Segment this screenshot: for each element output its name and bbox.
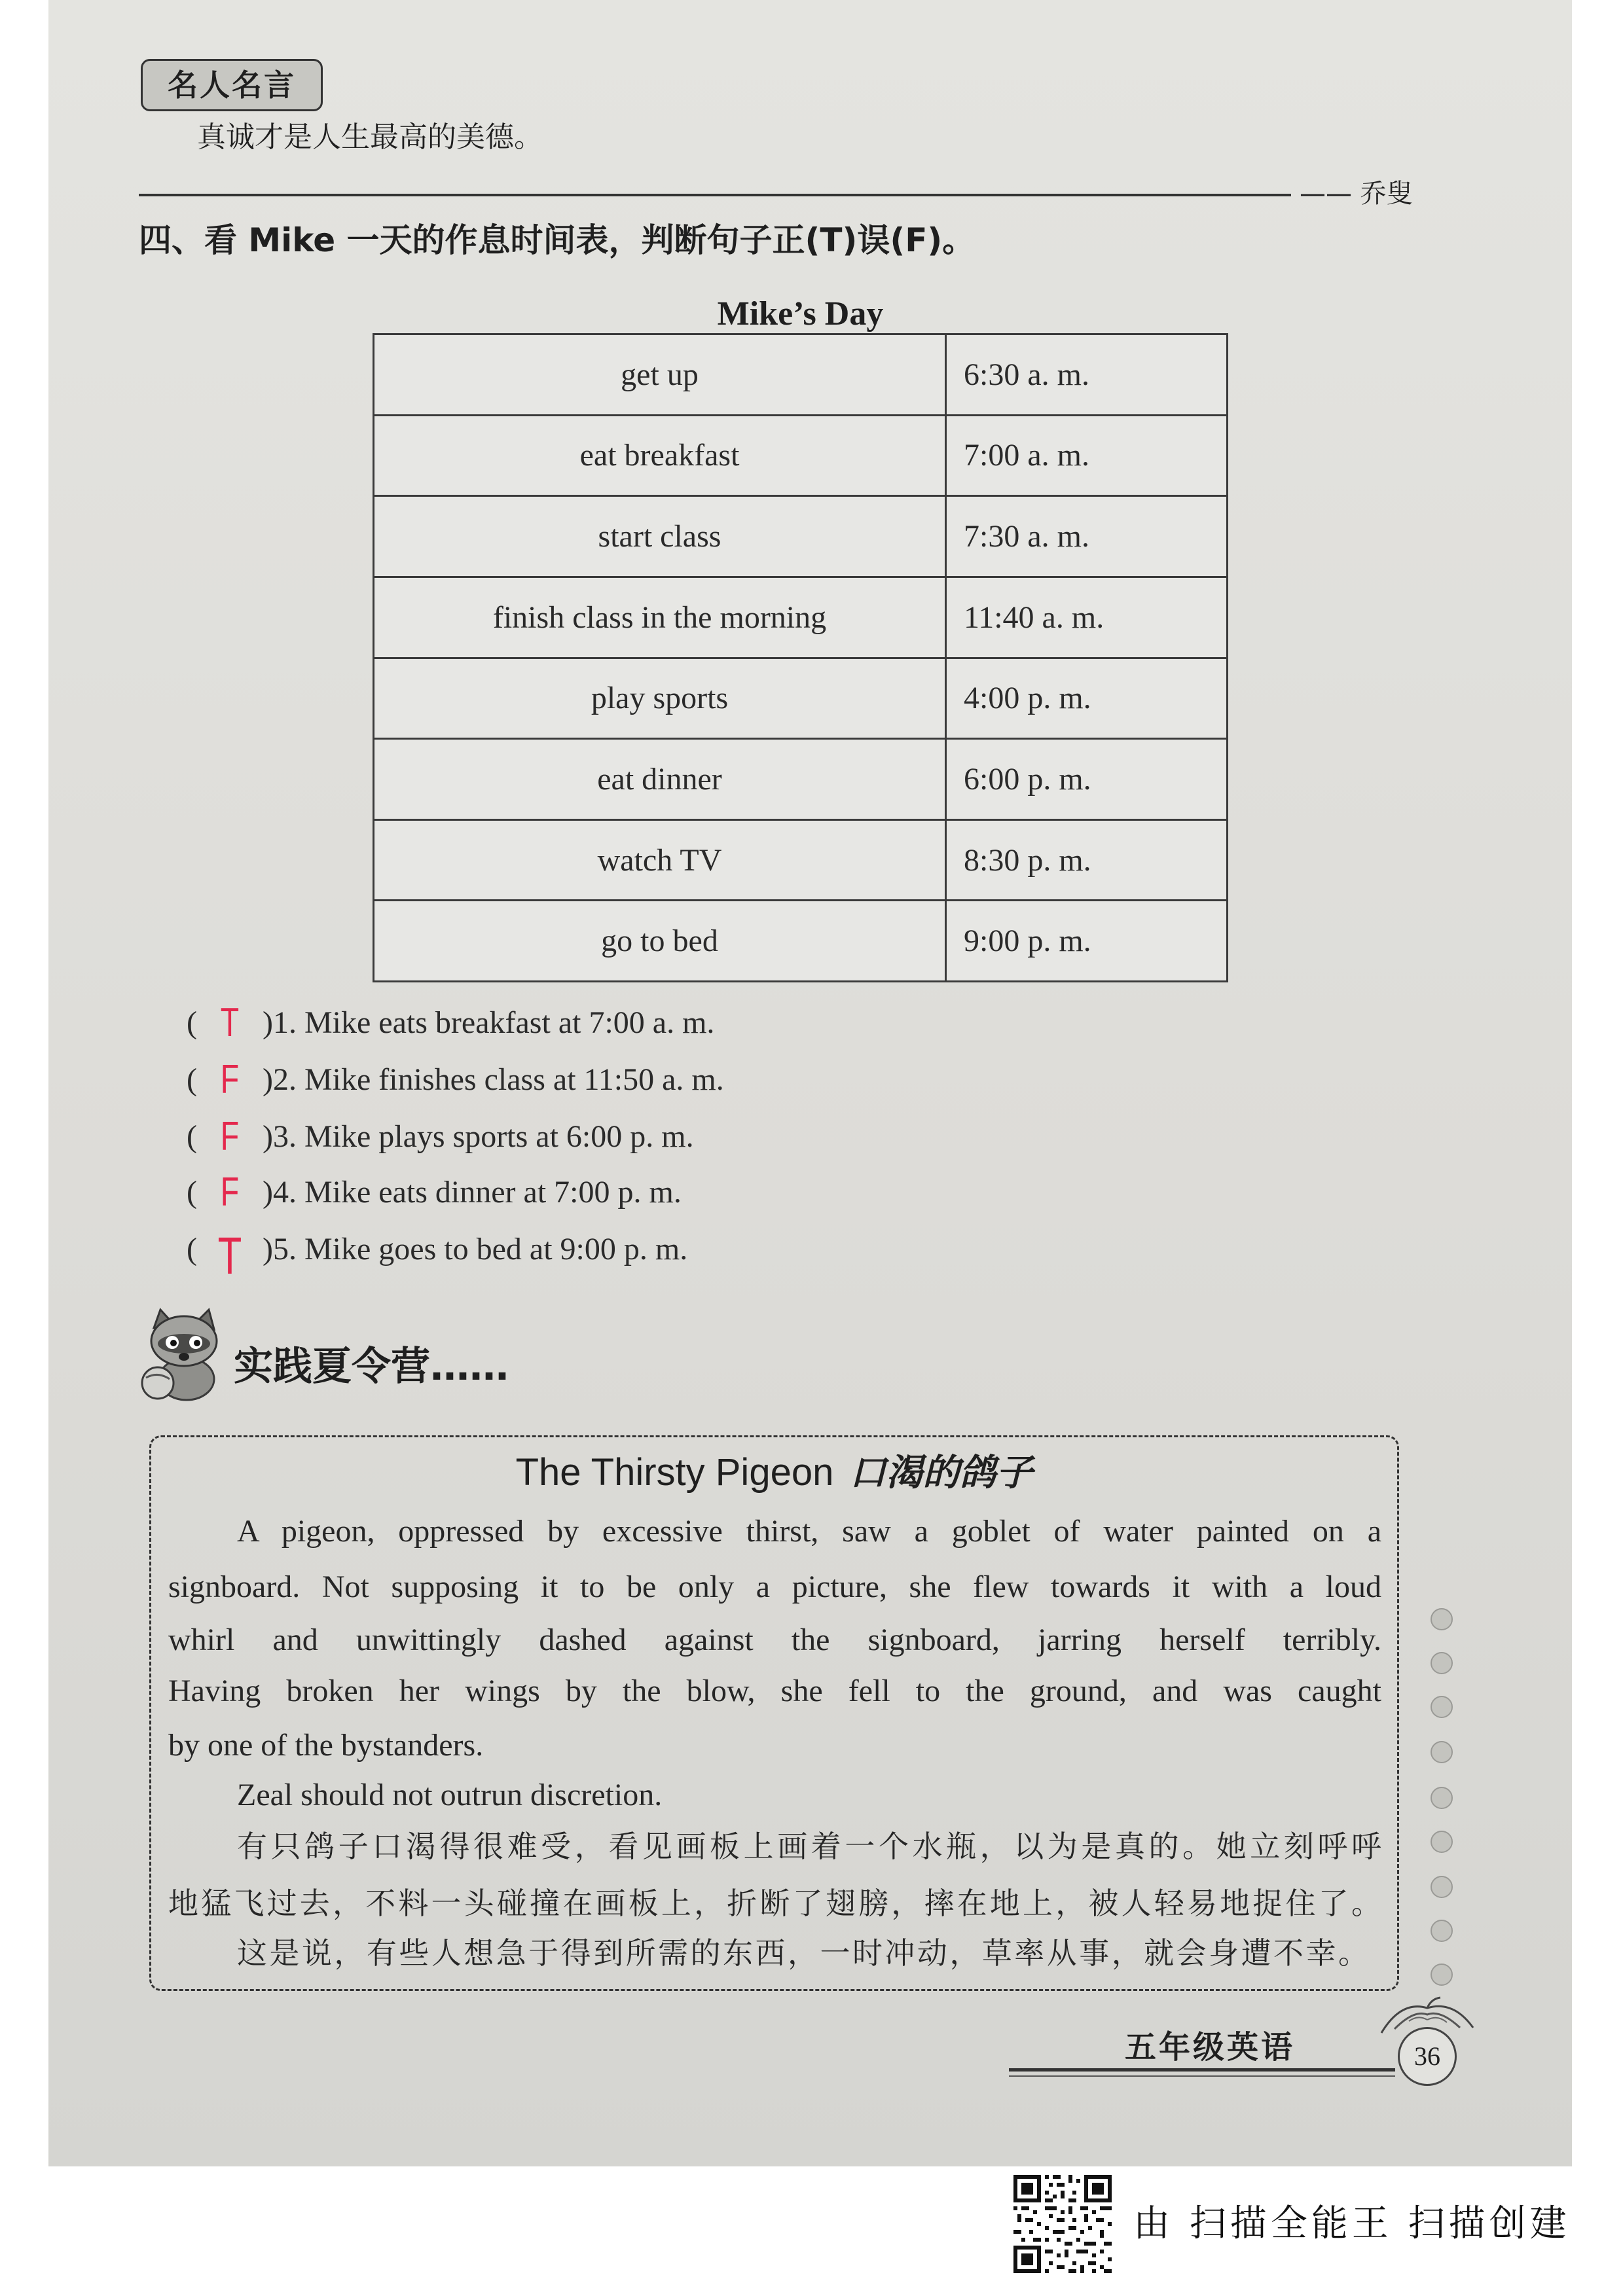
quote-author: —— 乔叟 bbox=[1300, 179, 1413, 209]
question-text: 3. Mike plays sports at 6:00 p. m. bbox=[272, 1119, 694, 1154]
qr-code-icon bbox=[1013, 2175, 1112, 2273]
table-row bbox=[374, 819, 1228, 901]
handwritten-answer: F bbox=[220, 1170, 240, 1215]
bracket-open: ( bbox=[187, 1005, 197, 1040]
raccoon-mascot-icon bbox=[134, 1306, 232, 1404]
bracket-close: ) bbox=[262, 1175, 273, 1210]
table-row bbox=[374, 577, 1228, 658]
question-item bbox=[187, 1227, 688, 1285]
question-text: 5. Mike goes to bed at 9:00 p. m. bbox=[272, 1232, 688, 1266]
side-dot bbox=[1431, 1787, 1453, 1809]
practice-heading: 实践夏令营…… bbox=[234, 1344, 509, 1390]
story-title bbox=[149, 1448, 1399, 1507]
quote-badge: 名人名言 bbox=[141, 59, 323, 111]
bracket-open: ( bbox=[187, 1119, 197, 1154]
story-moral: Zeal should not outrun discretion. bbox=[237, 1778, 663, 1812]
activity-cell: eat dinner bbox=[374, 739, 946, 820]
table-row bbox=[374, 415, 1228, 496]
story-line: by one of the bystanders. bbox=[168, 1728, 484, 1763]
side-dot bbox=[1431, 1920, 1453, 1942]
side-dot bbox=[1431, 1876, 1453, 1898]
question-text: 2. Mike finishes class at 11:50 a. m. bbox=[272, 1062, 724, 1097]
page-number: 36 bbox=[1398, 2027, 1457, 2086]
activity-cell: finish class in the morning bbox=[374, 577, 946, 658]
handwritten-answer: T bbox=[217, 1227, 242, 1285]
bracket-close: ) bbox=[262, 1232, 273, 1266]
bracket-close: ) bbox=[262, 1062, 273, 1097]
time-cell: 11:40 a. m. bbox=[946, 577, 1228, 658]
activity-cell: get up bbox=[374, 334, 946, 416]
bracket-close: ) bbox=[262, 1119, 273, 1154]
side-dot bbox=[1431, 1652, 1453, 1674]
time-cell: 8:30 p. m. bbox=[946, 819, 1228, 901]
activity-cell: start class bbox=[374, 496, 946, 577]
story-title-en: The Thirsty Pigeon bbox=[515, 1451, 834, 1494]
story-line-cn: 地猛飞过去，不料一头碰撞在画板上，折断了翅膀，摔在地上，被人轻易地捉住了。 bbox=[168, 1886, 1381, 1921]
time-cell: 4:00 p. m. bbox=[946, 658, 1228, 739]
story-title-cn: 口渴的鸽子 bbox=[849, 1452, 1033, 1494]
header-divider bbox=[139, 194, 1291, 196]
question-text: 4. Mike eats dinner at 7:00 p. m. bbox=[272, 1175, 682, 1210]
side-dot bbox=[1431, 1608, 1453, 1630]
story-line: whirl and unwittingly dashed against the signboard, jarring herself terribly. bbox=[168, 1623, 1381, 1657]
table-row bbox=[374, 496, 1228, 577]
time-cell: 7:30 a. m. bbox=[946, 496, 1228, 577]
book-title: 五年级英语 bbox=[1125, 2029, 1296, 2066]
activity-cell: play sports bbox=[374, 658, 946, 739]
table-row bbox=[374, 739, 1228, 820]
time-cell: 6:00 p. m. bbox=[946, 739, 1228, 820]
question-item bbox=[187, 1114, 694, 1160]
footer-rule bbox=[1009, 2068, 1395, 2072]
schedule-table bbox=[373, 333, 1228, 982]
time-cell: 7:00 a. m. bbox=[946, 415, 1228, 496]
story-line-cn: 有只鸽子口渴得很难受，看见画板上画着一个水瓶，以为是真的。她立刻呼呼 bbox=[237, 1829, 1381, 1864]
bracket-open: ( bbox=[187, 1232, 197, 1266]
side-dot bbox=[1431, 1831, 1453, 1853]
handwritten-answer: F bbox=[220, 1057, 240, 1102]
story-line: signboard. Not supposing it to be only a picture, she flew towards it with a loud bbox=[168, 1570, 1381, 1604]
question-item bbox=[187, 1170, 682, 1215]
story-line: Having broken her wings by the blow, she fell to the ground, and was caught bbox=[168, 1674, 1381, 1708]
activity-cell: watch TV bbox=[374, 819, 946, 901]
side-dot bbox=[1431, 1696, 1453, 1718]
time-cell: 9:00 p. m. bbox=[946, 901, 1228, 982]
handwritten-answer: T bbox=[220, 1000, 240, 1045]
exercise-instruction: 四、看 Mike 一天的作息时间表，判断句子正(T)误(F)。 bbox=[139, 221, 976, 259]
question-item bbox=[187, 1000, 714, 1046]
activity-cell: eat breakfast bbox=[374, 415, 946, 496]
activity-cell: go to bed bbox=[374, 901, 946, 982]
table-row bbox=[374, 658, 1228, 739]
bracket-open: ( bbox=[187, 1062, 197, 1097]
story-line-cn: 这是说，有些人想急于得到所需的东西，一时冲动，草率从事，就会身遭不幸。 bbox=[237, 1935, 1368, 1971]
footer-rule-thin bbox=[1009, 2075, 1395, 2077]
table-row bbox=[374, 901, 1228, 982]
bracket-close: ) bbox=[262, 1005, 273, 1040]
table-row bbox=[374, 334, 1228, 416]
side-dot bbox=[1431, 1741, 1453, 1763]
bracket-open: ( bbox=[187, 1175, 197, 1210]
time-cell: 6:30 a. m. bbox=[946, 334, 1228, 416]
story-line: A pigeon, oppressed by excessive thirst, saw a goblet of water painted on a bbox=[237, 1514, 1381, 1549]
question-text: 1. Mike eats breakfast at 7:00 a. m. bbox=[272, 1005, 715, 1040]
handwritten-answer: F bbox=[220, 1114, 240, 1159]
scan-watermark-text: 由 扫描全能王 扫描创建 bbox=[1133, 2202, 1571, 2245]
question-item bbox=[187, 1057, 724, 1103]
quote-text: 真诚才是人生最高的美德。 bbox=[197, 120, 543, 154]
table-title: Mike’s Day bbox=[717, 295, 884, 332]
side-dot bbox=[1431, 1964, 1453, 1986]
